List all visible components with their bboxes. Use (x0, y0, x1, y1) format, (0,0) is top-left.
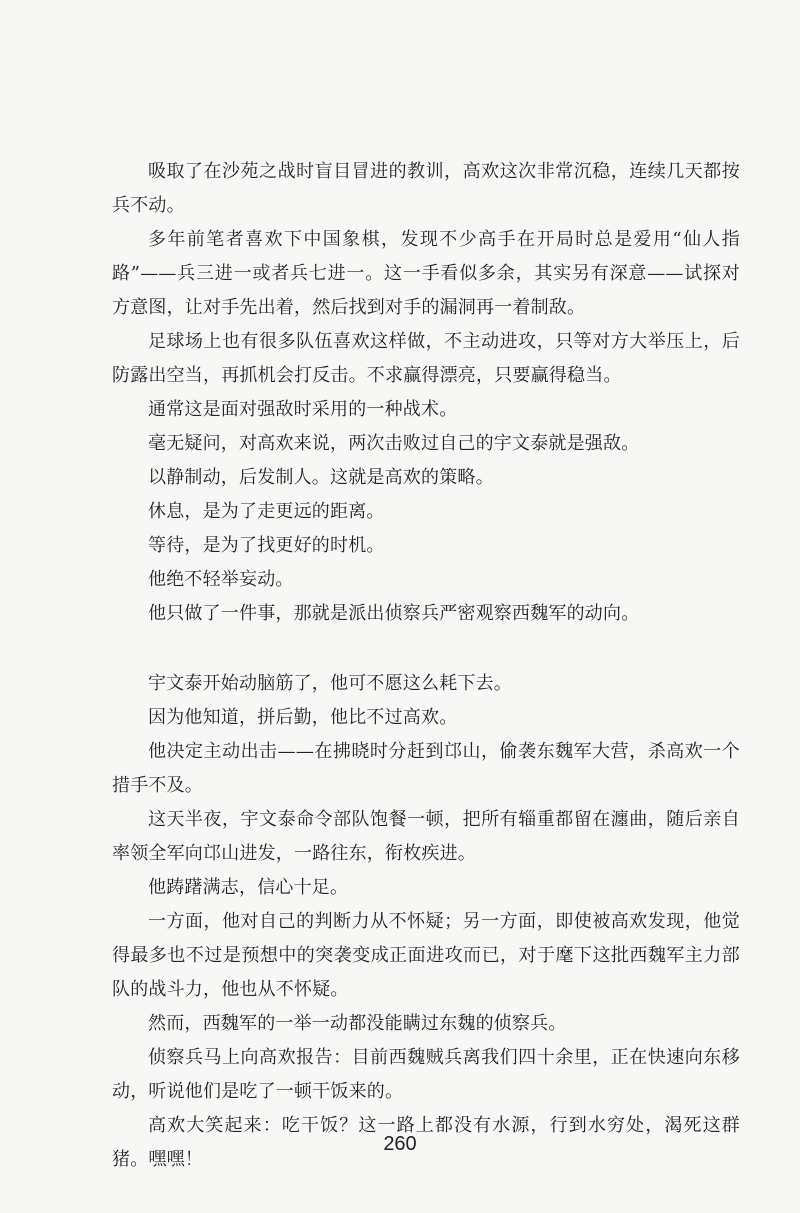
paragraph: 休息，是为了走更远的距离。 (148, 501, 385, 522)
paragraph: 通常这是面对强敌时采用的一种战术。 (148, 399, 458, 420)
paragraph: 侦察兵马上向高欢报告：目前西魏贼兵离我们四十余里，正在快速向东移动，听说他们是吃了一顿干饭来的。 (112, 1047, 740, 1102)
paragraph: 一方面，他对自己的判断力从不怀疑；另一方面，即使被高欢发现，他觉得最多也不过是预想中的突袭变成正面进攻而已，对于麾下这批西魏军主力部队的战斗力，他也从不怀疑。 (112, 911, 740, 1000)
paragraph: 高欢大笑起来：吃干饭？这一路上都没有水源，行到水穷处，渴死这群猪。嘿嘿！ (112, 1115, 740, 1170)
paragraph: 足球场上也有很多队伍喜欢这样做，不主动进攻，只等对方大举压上，后防露出空当，再抓机会打反击。不求赢得漂亮，只要赢得稳当。 (112, 331, 740, 386)
paragraph: 他决定主动出击——在拂晓时分赶到邙山，偷袭东魏军大营，杀高欢一个措手不及。 (112, 741, 740, 796)
section-break (112, 631, 740, 667)
paragraph: 等待，是为了找更好的时机。 (148, 535, 385, 556)
paragraph: 他只做了一件事，那就是派出侦察兵严密观察西魏军的动向。 (148, 603, 640, 624)
paragraph: 多年前笔者喜欢下中国象棋，发现不少高手在开局时总是爱用“仙人指路”——兵三进一或者兵七进一。这一手看似多余，其实另有深意——试探对方意图，让对手先出着，然后找到对手的漏洞再一着制敌。 (112, 229, 740, 318)
paragraph: 毫无疑问，对高欢来说，两次击败过自己的宇文泰就是强敌。 (148, 433, 640, 454)
paragraph: 以静制动，后发制人。这就是高欢的策略。 (148, 467, 494, 488)
paragraph: 他绝不轻举妄动。 (148, 569, 294, 590)
paragraph: 这天半夜，宇文泰命令部队饱餐一顿，把所有辎重都留在瀍曲，随后亲自率领全军向邙山进发，一路往东，衔枚疾进。 (112, 809, 740, 864)
paragraph: 因为他知道，拼后勤，他比不过高欢。 (148, 707, 458, 728)
page-number: 260 (383, 1133, 417, 1155)
paragraph: 吸取了在沙苑之战时盲目冒进的教训，高欢这次非常沉稳，连续几天都按兵不动。 (112, 161, 740, 216)
paragraph: 他踌躇满志，信心十足。 (148, 877, 349, 898)
paragraph: 宇文泰开始动脑筋了，他可不愿这么耗下去。 (148, 673, 512, 694)
page-body (112, 155, 740, 1177)
paragraph: 然而，西魏军的一举一动都没能瞒过东魏的侦察兵。 (148, 1013, 567, 1034)
